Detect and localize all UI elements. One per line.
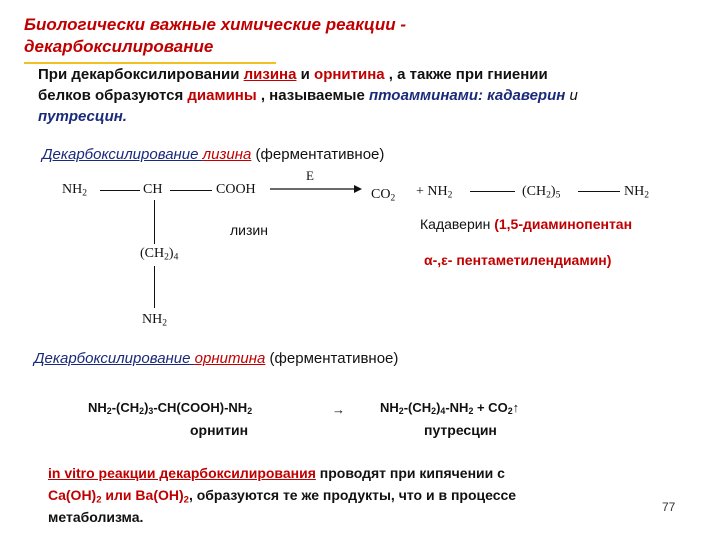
bond-ch2-nh2 xyxy=(578,191,620,192)
intro-ptomaines: птоамминами: кадаверин xyxy=(368,87,566,104)
reaction-arrow-icon xyxy=(270,183,362,195)
lysine-nh2-bottom: $NH_2$ xyxy=(142,312,167,329)
slide-title xyxy=(24,14,406,58)
lysine-section-heading xyxy=(42,146,384,163)
intro-text-1: При декарбоксилировании xyxy=(38,66,244,83)
product-nh2-end: $NH_2$ xyxy=(624,184,649,201)
bond-ch-chain xyxy=(154,200,155,244)
lysine-label: лизин xyxy=(230,222,268,238)
intro-text-2: и xyxy=(300,66,315,83)
intro-line-1 xyxy=(38,64,578,85)
bottom-caoh: $Ca(OH)_2$ xyxy=(48,487,102,506)
putrescine-label: путресцин xyxy=(424,422,497,438)
page-number: 77 xyxy=(662,500,676,514)
intro-line-2 xyxy=(38,85,578,106)
lysine-cooh: COOH xyxy=(216,182,256,197)
intro-text-3: , а также при гниении xyxy=(388,66,548,83)
title-line-1: Биологически важные химические реакции - xyxy=(24,15,406,34)
bottom-line-1 xyxy=(48,462,516,484)
intro-paragraph xyxy=(38,64,578,127)
cadaverine-name: Кадаверин xyxy=(420,216,491,232)
bottom-baoh: или $Ba(OH)_2$ xyxy=(101,487,189,506)
bottom-line-2 xyxy=(48,484,516,506)
enzyme-label: E xyxy=(306,168,314,183)
product-ch2-chain: $(CH_2)_5$ xyxy=(522,184,561,201)
product-co2: $CO_2$ xyxy=(371,187,396,204)
putrescine-formula: $NH_2-(CH_2)_4-NH_2$ + $CO_2↑$ xyxy=(380,400,520,417)
lysine-nh2: $NH_2$ xyxy=(62,182,87,199)
bottom-in-vitro: in vitro реакции декарбоксилирования xyxy=(48,465,316,481)
bond-chain-nh2 xyxy=(154,266,155,308)
cadaverine-label xyxy=(420,216,632,232)
ornithine-heading-text: Декарбоксилирование xyxy=(34,350,195,367)
cadaverine-note: (1,5-диаминопентан xyxy=(494,216,633,232)
intro-text-4: белков образуются xyxy=(38,87,188,104)
lysine-heading-name: лизина xyxy=(202,146,252,163)
intro-ornithine: орнитина xyxy=(314,66,385,83)
bottom-text-2: , образуются те же продукты, что и в процессе xyxy=(188,487,517,503)
intro-text-6: и xyxy=(569,87,578,104)
bottom-paragraph xyxy=(48,462,516,528)
ornithine-formula: $NH_2-(CH_2)_3-CH(COOH)-NH_2$ xyxy=(88,400,253,417)
bottom-text-1: проводят при кипячении с xyxy=(315,465,505,481)
ornithine-heading-name: орнитина xyxy=(194,350,266,367)
bottom-line-3: метаболизма. xyxy=(48,509,144,525)
product-nh2: + $NH_2$ xyxy=(416,184,453,201)
lysine-heading-text: Декарбоксилирование xyxy=(42,146,203,163)
bond-nh2-ch2 xyxy=(470,191,515,192)
lysine-heading-note: (ферментативное) xyxy=(251,146,385,163)
lysine-ch: CH xyxy=(143,182,163,197)
cadaverine-alt-name: α-,ε- пентаметилендиамин) xyxy=(424,252,612,268)
ornithine-section-heading xyxy=(34,350,398,367)
bond-nh2-ch xyxy=(100,190,140,191)
ornithine-label: орнитин xyxy=(190,422,249,438)
ornithine-heading-note: (ферментативное) xyxy=(265,350,399,367)
bond-ch-cooh xyxy=(170,190,212,191)
lysine-ch2-chain: $(CH_2)_4$ xyxy=(140,246,179,263)
intro-line-3 xyxy=(38,106,578,127)
intro-lysine: лизина xyxy=(243,66,297,83)
intro-diamines: диамины xyxy=(187,87,257,104)
ornithine-arrow: → xyxy=(332,402,345,417)
intro-putrescine: путресцин. xyxy=(38,108,127,125)
title-line-2: декарбоксилирование xyxy=(24,37,214,56)
intro-text-5: , называемые xyxy=(260,87,369,104)
